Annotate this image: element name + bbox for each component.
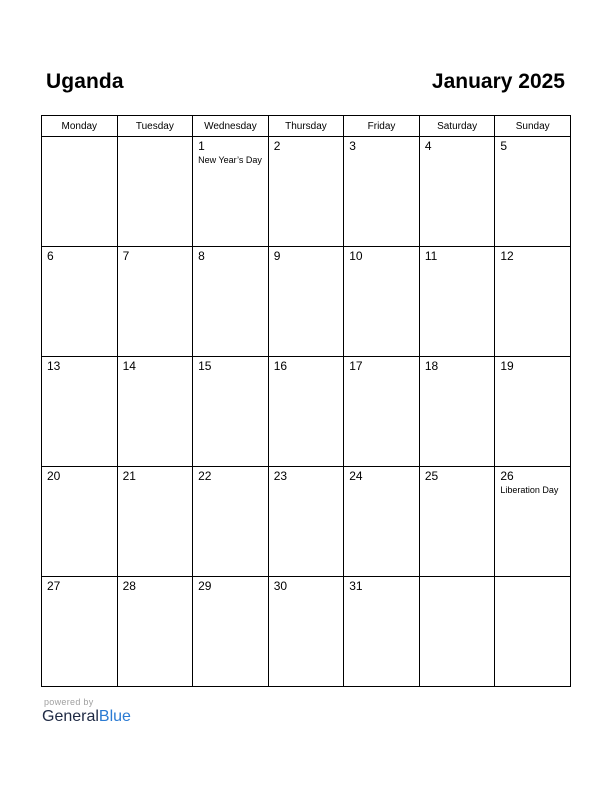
day-number: 30	[273, 579, 288, 593]
day-number: 6	[47, 249, 54, 263]
empty-day-cell	[42, 137, 118, 247]
day-number: 4	[424, 139, 432, 153]
day-number: 21	[122, 469, 136, 483]
brand-logo	[42, 708, 131, 726]
day-number: 5	[500, 139, 508, 153]
brand-blue-text: Blue	[98, 708, 131, 725]
day-number: 2	[273, 139, 281, 153]
day-number: 17	[349, 359, 363, 373]
day-cell	[117, 247, 193, 357]
country-title: Uganda	[46, 70, 124, 93]
day-number: 28	[122, 579, 136, 593]
calendar-body	[42, 137, 571, 687]
empty-day-cell	[117, 137, 193, 247]
holiday-label: Liberation Day	[500, 485, 559, 495]
day-cell	[268, 137, 344, 247]
day-number: 20	[47, 469, 61, 483]
day-number: 15	[198, 359, 212, 373]
day-number: 29	[198, 579, 212, 593]
week-row	[42, 247, 571, 357]
day-number: 7	[122, 249, 130, 263]
day-number: 1	[198, 139, 205, 153]
day-cell	[419, 247, 495, 357]
weekday-header-friday: Friday	[344, 116, 420, 137]
day-number: 16	[273, 359, 288, 373]
day-number: 24	[349, 469, 363, 483]
day-cell	[117, 467, 193, 577]
day-number: 31	[349, 579, 363, 593]
day-number: 10	[349, 249, 363, 263]
day-number: 25	[424, 469, 439, 483]
day-number: 27	[47, 579, 61, 593]
day-cell	[42, 467, 118, 577]
day-cell	[42, 357, 118, 467]
day-cell	[495, 357, 571, 467]
day-number: 22	[198, 469, 212, 483]
weekday-header-thursday: Thursday	[268, 116, 344, 137]
weekday-header-sunday: Sunday	[495, 116, 571, 137]
day-cell	[344, 247, 420, 357]
empty-day-cell	[495, 577, 571, 687]
day-cell	[117, 577, 193, 687]
day-number: 9	[273, 249, 281, 263]
day-cell	[419, 467, 495, 577]
week-row	[42, 357, 571, 467]
day-cell	[193, 137, 269, 247]
day-number: 23	[273, 469, 288, 483]
day-cell	[42, 247, 118, 357]
day-number: 8	[198, 249, 205, 263]
day-cell	[193, 357, 269, 467]
day-cell	[193, 467, 269, 577]
month-title: January 2025	[431, 70, 565, 93]
day-cell	[344, 467, 420, 577]
day-cell	[193, 247, 269, 357]
weekday-header-saturday: Saturday	[419, 116, 495, 137]
day-cell	[193, 577, 269, 687]
day-number: 19	[500, 359, 514, 373]
day-cell	[419, 137, 495, 247]
week-row	[42, 137, 571, 247]
footer-branding	[42, 697, 131, 726]
day-number: 14	[122, 359, 136, 373]
day-cell	[344, 137, 420, 247]
empty-day-cell	[419, 577, 495, 687]
week-row	[42, 577, 571, 687]
day-cell	[495, 137, 571, 247]
week-row	[42, 467, 571, 577]
weekday-header-monday: Monday	[42, 116, 118, 137]
day-number: 13	[47, 359, 61, 373]
calendar-grid	[41, 115, 571, 687]
brand-general-text: General	[42, 708, 99, 725]
holiday-label: New Year’s Day	[198, 155, 262, 165]
day-cell	[495, 467, 571, 577]
day-cell	[42, 577, 118, 687]
day-number: 3	[349, 139, 356, 153]
weekday-header-row	[42, 116, 571, 137]
weekday-header-wednesday: Wednesday	[193, 116, 269, 137]
day-cell	[495, 247, 571, 357]
day-cell	[268, 577, 344, 687]
day-cell	[344, 357, 420, 467]
day-number: 12	[500, 249, 514, 263]
day-cell	[117, 357, 193, 467]
day-cell	[268, 247, 344, 357]
day-cell	[268, 467, 344, 577]
weekday-header-tuesday: Tuesday	[117, 116, 193, 137]
day-number: 11	[424, 249, 438, 263]
day-cell	[419, 357, 495, 467]
day-cell	[268, 357, 344, 467]
day-number: 26	[500, 469, 514, 483]
day-number: 18	[424, 359, 439, 373]
day-cell	[344, 577, 420, 687]
powered-by-text: powered by	[44, 697, 94, 707]
